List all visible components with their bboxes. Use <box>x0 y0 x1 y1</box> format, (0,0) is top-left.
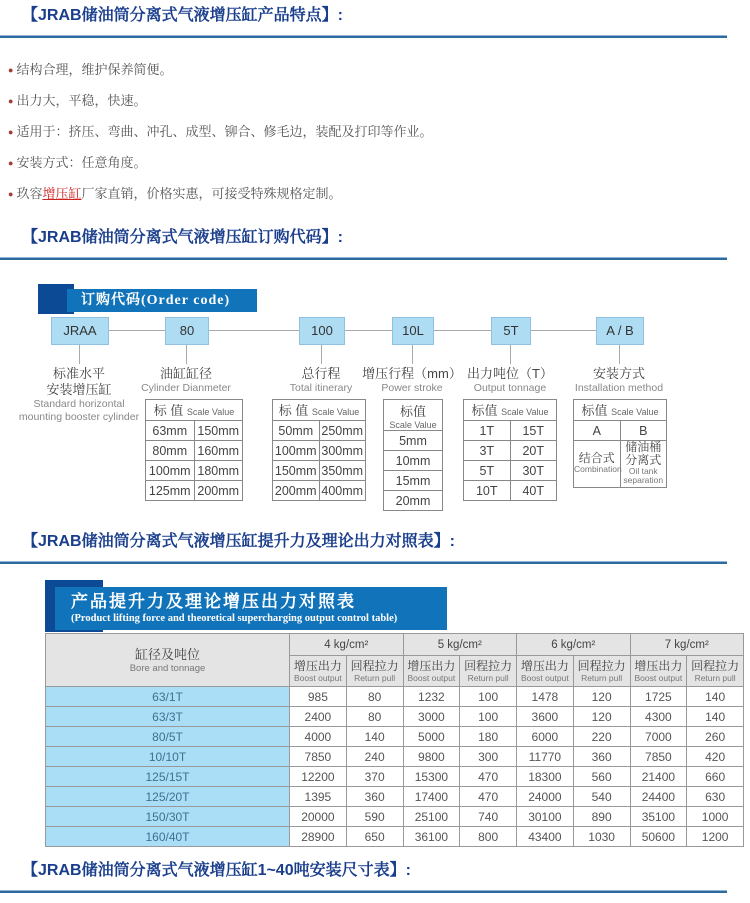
force-table-body <box>46 687 744 847</box>
bore-header-cn: 缸径及吨位 <box>134 646 200 662</box>
table-cell: 160mm <box>194 441 243 461</box>
row-label: 160/40T <box>46 827 290 847</box>
table-row <box>146 481 243 501</box>
feature-text: 适用于：挤压、弯曲、冲孔、成型、铆合、修毛边，装配及打印等作业。 <box>16 124 433 139</box>
feature-item <box>8 62 750 78</box>
order-code-label <box>524 366 714 395</box>
header-en: Scale Value <box>389 419 437 430</box>
table-cell: 12200 <box>290 767 347 787</box>
section-title-order-code: 【JRAB储油筒分离式气液增压缸订购代码】: <box>22 229 343 246</box>
feature-text: 出力大，平稳，快速。 <box>16 93 147 108</box>
header-en: Scale Value <box>311 407 360 417</box>
banner-title-cn: 产品提升力及理论增压出力对照表 <box>71 592 356 611</box>
table-cell <box>574 441 621 488</box>
table-cell: 11770 <box>517 747 574 767</box>
row-label: 10/10T <box>46 747 290 767</box>
table-cell: 1232 <box>403 687 460 707</box>
table-cell: 20T <box>510 441 557 461</box>
bullet-icon: ● <box>8 127 14 137</box>
subheader-en: Return pull <box>467 673 509 683</box>
table-row <box>46 767 744 787</box>
table-cell: 20000 <box>290 807 347 827</box>
row-label: 63/3T <box>46 707 290 727</box>
table-cell: 30T <box>510 461 557 481</box>
row-label: 125/20T <box>46 787 290 807</box>
table-cell: 100 <box>460 707 517 727</box>
divider <box>0 561 727 564</box>
booster-cylinder-link[interactable]: 增压缸 <box>42 186 82 201</box>
table-header-row <box>384 400 443 431</box>
bullet-icon: ● <box>8 65 14 75</box>
table-cell: 140 <box>346 727 403 747</box>
header-cn: 标值 <box>471 403 502 418</box>
table-cell: 120 <box>573 707 630 727</box>
scale-value-header <box>146 400 243 421</box>
subheader-en: Return pull <box>581 673 623 683</box>
table-cell: 740 <box>460 807 517 827</box>
table-cell: 17400 <box>403 787 460 807</box>
label-cn: 总行程 <box>301 366 341 381</box>
table-cell: A <box>574 421 621 441</box>
feature-item <box>8 186 750 202</box>
table-cell: 40T <box>510 481 557 501</box>
table-cell: 24000 <box>517 787 574 807</box>
table-cell: 220 <box>573 727 630 747</box>
table-cell: 36100 <box>403 827 460 847</box>
table-cell: 30100 <box>517 807 574 827</box>
subheader-cn: 回程拉力 <box>691 659 740 673</box>
table-cell: 80 <box>346 707 403 727</box>
table-cell: 3600 <box>517 707 574 727</box>
label-cn: 增压行程（mm） <box>362 366 462 381</box>
section-title-features: 【JRAB储油筒分离式气液增压缸产品特点】: <box>22 7 343 24</box>
table-cell: 240 <box>346 747 403 767</box>
bullet-icon: ● <box>8 189 14 199</box>
table-cell: 80 <box>346 687 403 707</box>
table-row <box>273 421 366 441</box>
table-cell: 560 <box>573 767 630 787</box>
section-title-dimensions: 【JRAB储油筒分离式气液增压缸1~40吨安装尺寸表】: <box>22 862 411 879</box>
return-pull-header <box>460 656 517 687</box>
table-row <box>384 431 443 451</box>
table-row <box>464 421 557 441</box>
table-cell: 6000 <box>517 727 574 747</box>
table-cell: 300mm <box>319 441 366 461</box>
label-en: Installation method <box>574 382 664 394</box>
label-cn: 出力吨位（T） <box>467 366 553 381</box>
scale-value-header <box>384 400 443 431</box>
connector-line <box>79 330 619 331</box>
table-row <box>46 727 744 747</box>
table-row <box>464 441 557 461</box>
table-cell: 1030 <box>573 827 630 847</box>
scale-value-table <box>145 399 243 501</box>
table-cell: 1395 <box>290 787 347 807</box>
order-code-diagram <box>0 260 750 532</box>
subheader-en: Boost output <box>407 673 456 683</box>
return-pull-header <box>346 656 403 687</box>
table-cell: 3T <box>464 441 511 461</box>
table-cell: 10mm <box>384 451 443 471</box>
table-cell: 1478 <box>517 687 574 707</box>
table-header-row <box>464 400 557 421</box>
features-list <box>0 62 750 202</box>
return-pull-header <box>573 656 630 687</box>
section-title-force-table: 【JRAB储油筒分离式气液增压缸提升力及理论出力对照表】: <box>22 533 455 550</box>
table-cell: 125mm <box>146 481 195 501</box>
feature-item <box>8 124 750 140</box>
table-row <box>146 461 243 481</box>
subheader-cn: 增压出力 <box>293 659 342 673</box>
pressure-header: 5 kg/cm² <box>403 634 517 656</box>
table-cell: 360 <box>573 747 630 767</box>
table-row <box>384 471 443 491</box>
table-cell: 21400 <box>630 767 687 787</box>
bore-header-en: Bore and tonnage <box>129 662 206 674</box>
table-cell: 4300 <box>630 707 687 727</box>
table-cell: 100mm <box>273 441 320 461</box>
header-en: Scale Value <box>186 407 235 417</box>
table-cell: 2400 <box>290 707 347 727</box>
table-row <box>464 461 557 481</box>
header-cn: 标值 <box>399 403 426 419</box>
feature-text: 结构合理，维护保养简便。 <box>16 62 173 77</box>
order-code-box: 100 <box>299 317 345 345</box>
subheader-cn: 回程拉力 <box>464 659 513 673</box>
banner-title-en: (Product lifting force and theoretical supercharging output control table) <box>71 613 398 624</box>
table-cell: 28900 <box>290 827 347 847</box>
table-cell: 540 <box>573 787 630 807</box>
subheader-cn: 增压出力 <box>407 659 456 673</box>
table-cell: 140 <box>687 687 744 707</box>
return-pull-header <box>687 656 744 687</box>
subheader-en: Boost output <box>294 673 342 683</box>
feature-text: 安装方式：任意角度。 <box>16 155 147 170</box>
table-cell: 1T <box>464 421 511 441</box>
force-comparison-table <box>45 633 744 847</box>
order-code-box: 5T <box>491 317 531 345</box>
subheader-cn: 增压出力 <box>634 659 683 673</box>
row-label: 150/30T <box>46 807 290 827</box>
table-row <box>46 827 744 847</box>
table-cell: 1725 <box>630 687 687 707</box>
subheader-cn: 回程拉力 <box>350 659 399 673</box>
boost-output-header <box>630 656 687 687</box>
bullet-icon: ● <box>8 158 14 168</box>
label-en: Total itinerary <box>289 382 353 394</box>
table-cell: 7850 <box>630 747 687 767</box>
label-cn: 安装方式 <box>592 366 645 381</box>
table-cell: 5mm <box>384 431 443 451</box>
table-row <box>46 787 744 807</box>
table-cell: 660 <box>687 767 744 787</box>
subheader-en: Return pull <box>694 673 736 683</box>
label-en: Output tonnage <box>473 382 547 394</box>
scale-value-table <box>383 399 443 511</box>
bore-tonnage-header <box>46 634 290 687</box>
table-row <box>46 707 744 727</box>
table-cell: 590 <box>346 807 403 827</box>
row-label: 80/5T <box>46 727 290 747</box>
divider <box>0 890 727 893</box>
table-header-row <box>574 400 667 421</box>
table-cell: 25100 <box>403 807 460 827</box>
feature-text: 玖容 <box>16 186 43 201</box>
table-cell: 4000 <box>290 727 347 747</box>
table-cell: 7850 <box>290 747 347 767</box>
table-cell: 890 <box>573 807 630 827</box>
feature-text: 厂家直销，价格实惠，可接受特殊规格定制。 <box>81 186 342 201</box>
table-cell: 300 <box>460 747 517 767</box>
table-row <box>574 441 667 488</box>
table-cell: 5T <box>464 461 511 481</box>
order-code-box: 10L <box>392 317 434 345</box>
table-cell: 140 <box>687 707 744 727</box>
table-cell: 180mm <box>194 461 243 481</box>
order-code-box: JRAA <box>51 317 109 345</box>
table-row <box>464 481 557 501</box>
label-cn: 油缸缸径 <box>159 366 212 381</box>
table-cell: 200mm <box>273 481 320 501</box>
bullet-icon: ● <box>8 96 14 106</box>
pressure-header: 7 kg/cm² <box>630 634 744 656</box>
scale-value-table <box>272 399 366 501</box>
table-cell: 150mm <box>194 421 243 441</box>
subheader-en: Boost output <box>634 673 683 683</box>
label-en: Standard horizontal <box>33 398 125 410</box>
subheader-en: Boost output <box>521 673 569 683</box>
row-label: 125/15T <box>46 767 290 787</box>
label-en: Cylinder Dianmeter <box>141 382 231 394</box>
table-cell: 1000 <box>687 807 744 827</box>
force-table-header <box>46 634 744 687</box>
table-cell: 260 <box>687 727 744 747</box>
table-cell <box>620 441 667 488</box>
scale-value-header <box>574 400 667 421</box>
table-cell: 200mm <box>194 481 243 501</box>
table-cell: 15mm <box>384 471 443 491</box>
pressure-header: 4 kg/cm² <box>290 634 404 656</box>
row-label: 63/1T <box>46 687 290 707</box>
header-en: Scale Value <box>611 407 659 417</box>
table-cell: 15T <box>510 421 557 441</box>
header-cn: 标值 <box>581 403 612 418</box>
table-cell: 80mm <box>146 441 195 461</box>
cell-en: Oil tank separation <box>623 466 664 485</box>
table-row <box>384 491 443 511</box>
table-cell: 180 <box>460 727 517 747</box>
scale-value-header <box>273 400 366 421</box>
table-row <box>46 687 744 707</box>
scale-value-table <box>573 399 667 488</box>
subheader-en: Return pull <box>354 673 396 683</box>
table-cell: B <box>620 421 667 441</box>
table-cell: 1200 <box>687 827 744 847</box>
order-code-box: 80 <box>165 317 209 345</box>
order-code-box: A / B <box>596 317 644 345</box>
scale-value-table <box>463 399 557 501</box>
table-cell: 350mm <box>319 461 366 481</box>
connector-stub <box>510 344 511 364</box>
table-row <box>146 441 243 461</box>
cell-en: Combination <box>574 464 622 474</box>
feature-item <box>8 93 750 109</box>
subheader-cn: 增压出力 <box>520 659 569 673</box>
table-cell: 50mm <box>273 421 320 441</box>
table-cell: 420 <box>687 747 744 767</box>
table-cell: 370 <box>346 767 403 787</box>
table-cell: 18300 <box>517 767 574 787</box>
order-code-banner: 订购代码(Order code) <box>67 289 257 312</box>
connector-stub <box>321 344 322 364</box>
pressure-header: 6 kg/cm² <box>517 634 631 656</box>
table-cell: 150mm <box>273 461 320 481</box>
table-cell: 50600 <box>630 827 687 847</box>
connector-stub <box>412 344 413 364</box>
connector-stub <box>619 344 620 364</box>
feature-item <box>8 155 750 171</box>
table-cell: 470 <box>460 767 517 787</box>
table-cell: 10T <box>464 481 511 501</box>
table-cell: 24400 <box>630 787 687 807</box>
table-cell: 800 <box>460 827 517 847</box>
table-header-row <box>146 400 243 421</box>
table-cell: 3000 <box>403 707 460 727</box>
table-row <box>146 421 243 441</box>
table-row <box>574 421 667 441</box>
table-cell: 43400 <box>517 827 574 847</box>
table-cell: 15300 <box>403 767 460 787</box>
force-table-banner <box>55 587 447 630</box>
table-row <box>46 747 744 767</box>
table-cell: 63mm <box>146 421 195 441</box>
header-cn: 标 值 <box>278 403 312 418</box>
connector-stub <box>186 344 187 364</box>
boost-output-header <box>290 656 347 687</box>
table-cell: 9800 <box>403 747 460 767</box>
table-cell: 250mm <box>319 421 366 441</box>
scale-value-header <box>464 400 557 421</box>
table-row <box>273 481 366 501</box>
header-en: Scale Value <box>501 407 549 417</box>
table-cell: 400mm <box>319 481 366 501</box>
table-cell: 20mm <box>384 491 443 511</box>
divider <box>0 35 727 38</box>
cell-cn: 储油桶 分离式 <box>625 440 662 467</box>
label-cn: 安装增压缸 <box>46 382 112 397</box>
connector-stub <box>79 344 80 364</box>
table-cell: 35100 <box>630 807 687 827</box>
table-cell: 470 <box>460 787 517 807</box>
table-row <box>273 461 366 481</box>
table-cell: 7000 <box>630 727 687 747</box>
table-cell: 5000 <box>403 727 460 747</box>
subheader-cn: 回程拉力 <box>577 659 626 673</box>
table-cell: 650 <box>346 827 403 847</box>
label-cn: 标准水平 <box>52 366 105 381</box>
boost-output-header <box>403 656 460 687</box>
label-en: mounting booster cylinder <box>18 411 140 423</box>
table-cell: 360 <box>346 787 403 807</box>
table-cell: 630 <box>687 787 744 807</box>
table-header-row <box>273 400 366 421</box>
table-row <box>46 807 744 827</box>
cell-cn: 结合式 <box>578 451 615 465</box>
table-cell: 100 <box>460 687 517 707</box>
force-table-banner-wrap <box>0 576 750 633</box>
table-row <box>384 451 443 471</box>
header-row-pressures <box>46 634 744 656</box>
label-en: Power stroke <box>381 382 443 394</box>
table-cell: 100mm <box>146 461 195 481</box>
header-cn: 标 值 <box>153 403 187 418</box>
boost-output-header <box>517 656 574 687</box>
table-cell: 985 <box>290 687 347 707</box>
table-cell: 120 <box>573 687 630 707</box>
table-row <box>273 441 366 461</box>
